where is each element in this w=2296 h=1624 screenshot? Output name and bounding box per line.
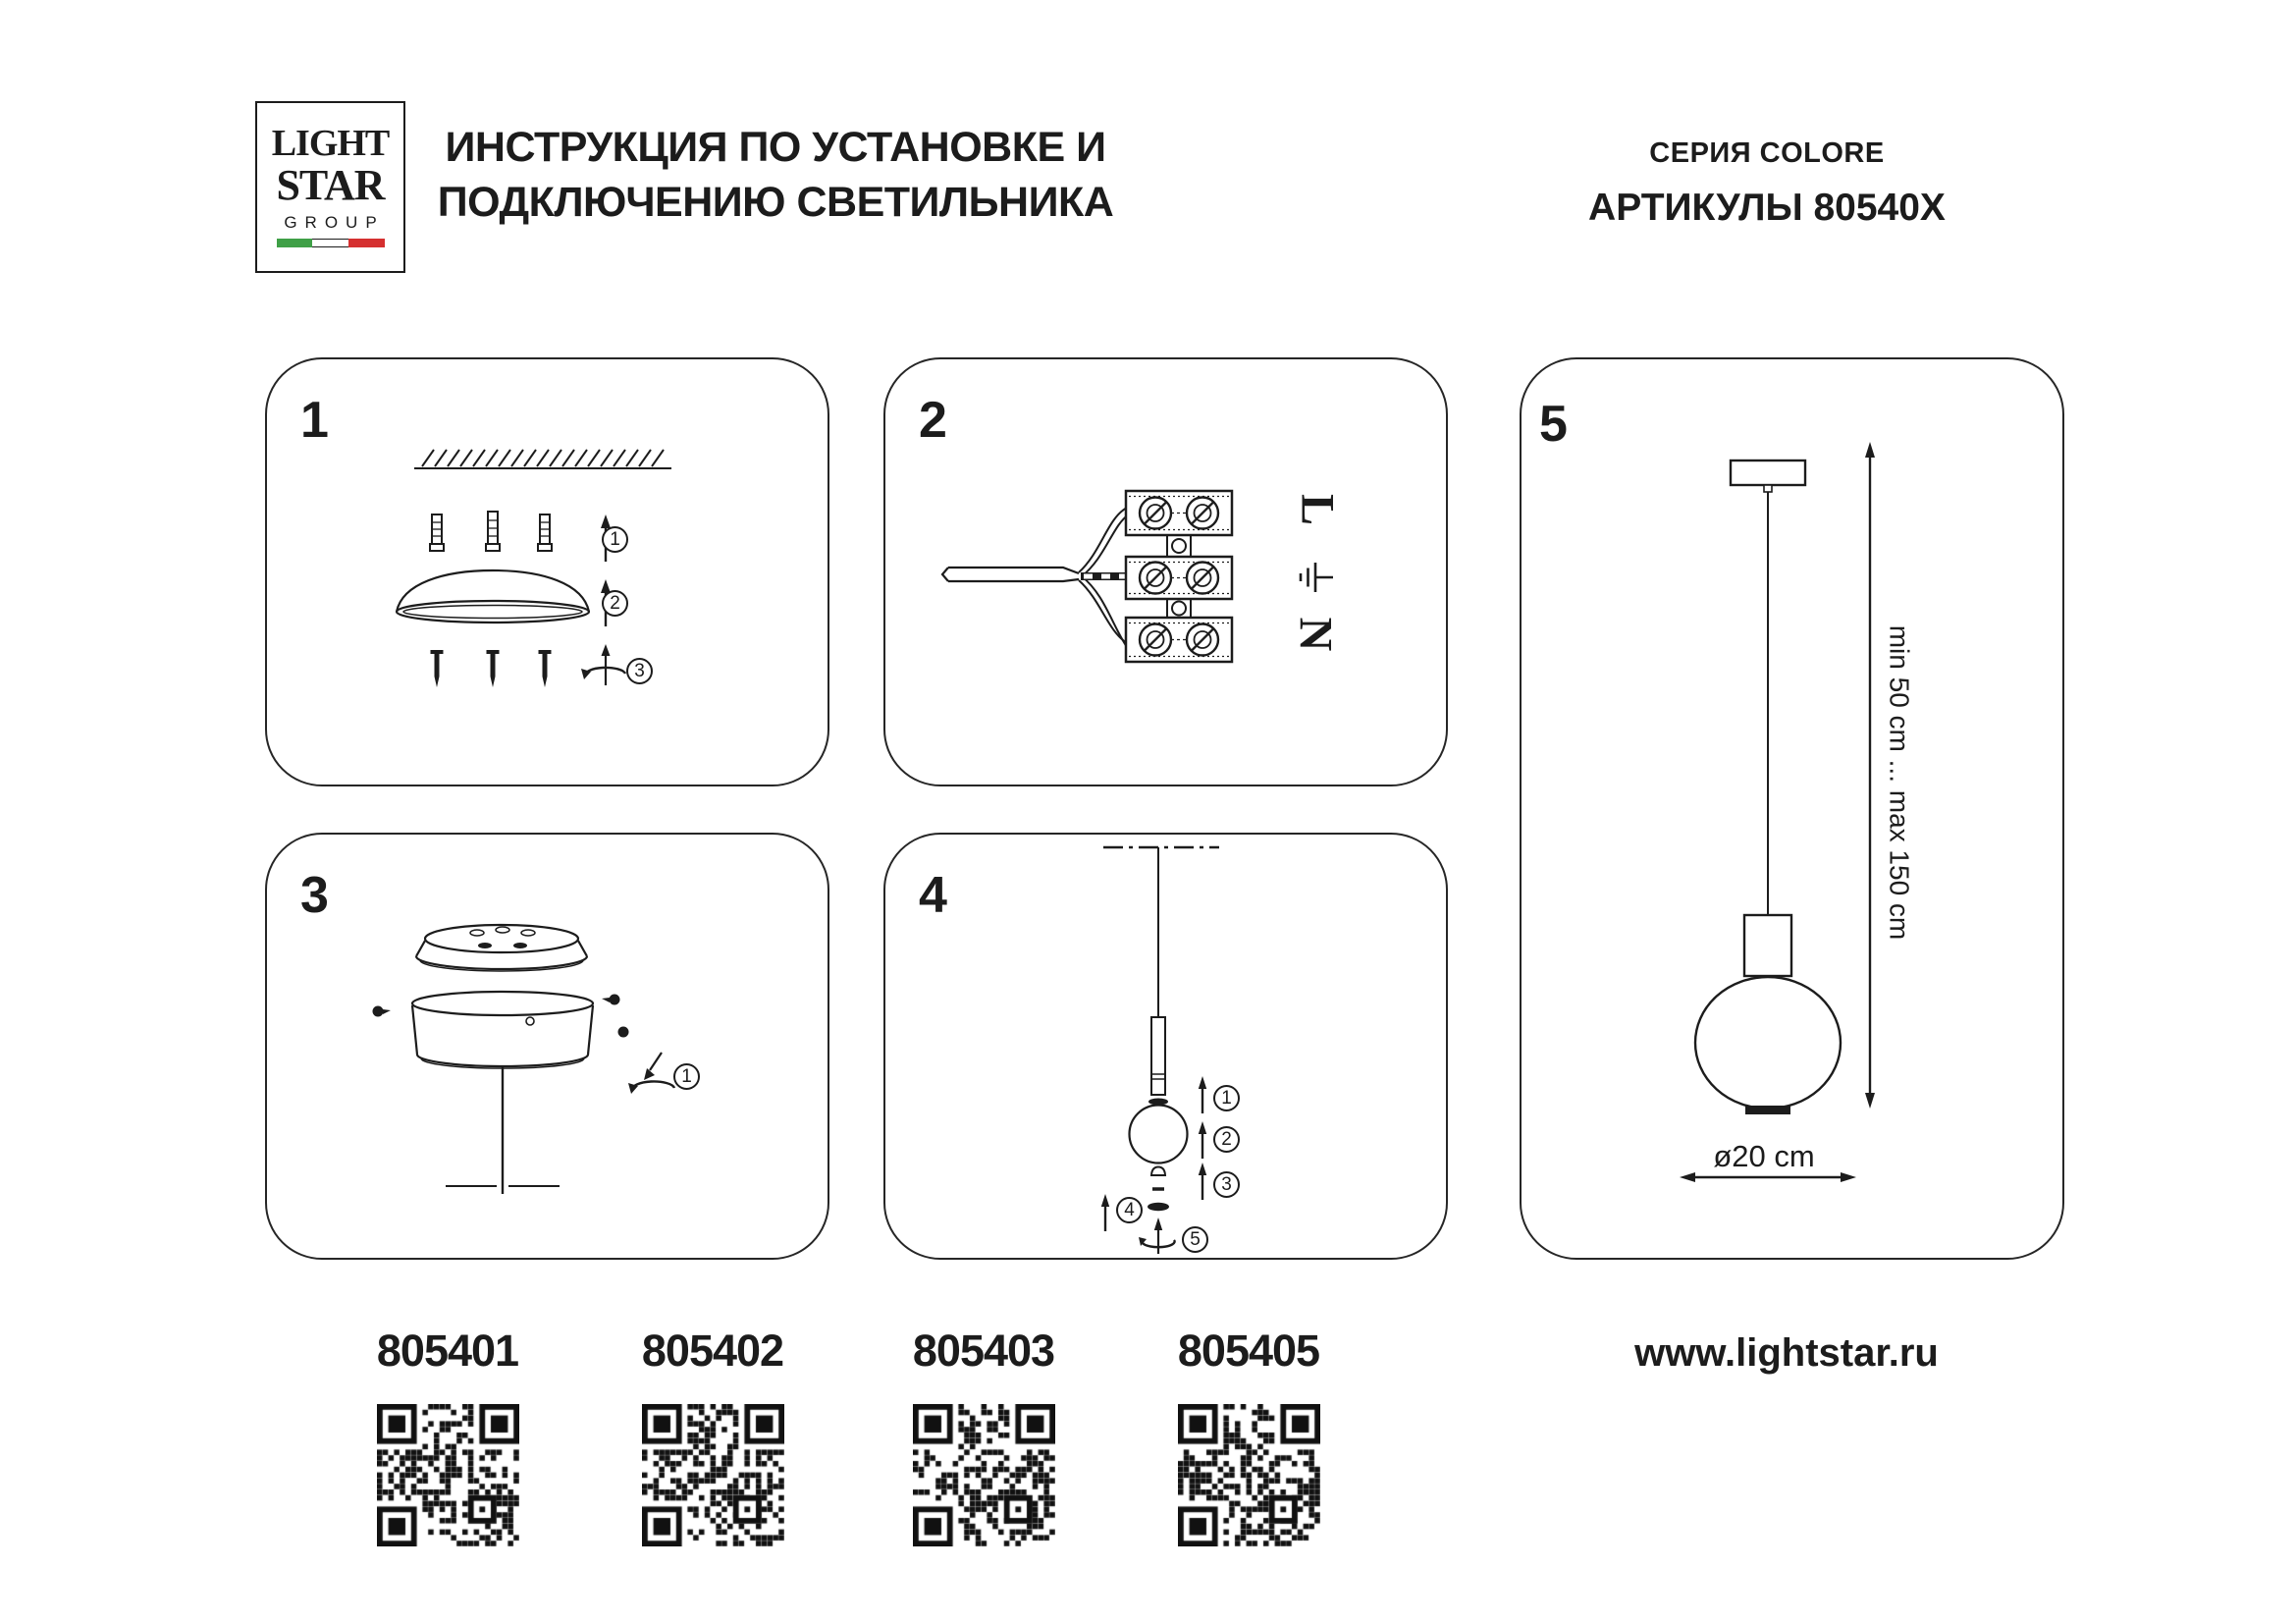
gasket-part <box>1148 1203 1169 1211</box>
diameter-label: ø20 cm <box>1713 1139 1815 1173</box>
flag-red-segment <box>348 239 385 247</box>
up-arrow-icon <box>1199 1121 1206 1159</box>
step-marker: 1 <box>1213 1085 1240 1111</box>
screw-icons <box>431 650 552 687</box>
height-range-label: min 50 cm ... max 150 cm <box>1884 624 1915 941</box>
terminal-block-neutral <box>1126 618 1232 662</box>
pendant-assembly-diagram <box>885 835 1446 1258</box>
rotate-arrow-icon <box>581 644 625 685</box>
panel-number: 5 <box>1539 396 1568 453</box>
website-link: www.lightstar.ru <box>1634 1331 1939 1375</box>
step-marker: 1 <box>602 526 628 553</box>
dimensions-diagram <box>1522 359 2062 1258</box>
earth-symbol <box>1301 563 1333 592</box>
article-code: 805402 <box>641 1326 784 1376</box>
live-label: L <box>1291 493 1344 526</box>
page-title <box>422 120 1129 230</box>
step-marker: 2 <box>1213 1126 1240 1153</box>
panel-number: 4 <box>919 867 947 924</box>
panel-step-2 <box>883 357 1448 786</box>
article-code: 805401 <box>376 1326 519 1376</box>
article-column <box>354 1326 541 1546</box>
logo-text-group: GROUP <box>284 213 385 232</box>
articles-label: АРТИКУЛЫ 80540X <box>1588 187 1946 229</box>
panel-step-4 <box>883 833 1448 1260</box>
height-dimension-arrow <box>1865 442 1875 1109</box>
canopy-cylinder-drawing <box>412 992 593 1068</box>
connector-strip <box>1167 599 1191 618</box>
glass-sphere-drawing <box>1130 1106 1188 1164</box>
terminal-block-live <box>1126 491 1232 535</box>
italian-flag-bar <box>277 239 385 247</box>
cord-tube-drawing <box>1151 1017 1165 1095</box>
connector-strip <box>1167 535 1191 557</box>
qr-code <box>913 1404 1055 1546</box>
ceiling-canopy-drawing <box>397 570 589 623</box>
rotate-arrow-icon <box>1139 1218 1175 1254</box>
step-marker: 4 <box>1116 1197 1143 1223</box>
terminal-blocks <box>1126 491 1232 662</box>
article-code: 805405 <box>1177 1326 1320 1376</box>
neutral-label: N <box>1289 617 1342 652</box>
diameter-dimension-arrow <box>1680 1172 1856 1182</box>
step-marker: 5 <box>1182 1226 1208 1253</box>
flag-green-segment <box>277 239 313 247</box>
article-column <box>1155 1326 1342 1546</box>
article-column <box>619 1326 806 1546</box>
up-arrow-icon <box>1199 1076 1206 1113</box>
pendant-lamp-drawing <box>1695 460 1841 1114</box>
step-marker: 3 <box>626 658 653 684</box>
dowel-icons <box>430 512 552 551</box>
step-marker: 1 <box>673 1063 700 1090</box>
panel-number: 1 <box>300 392 329 449</box>
qr-code <box>642 1404 784 1546</box>
panel-number: 3 <box>300 867 329 924</box>
panel-number: 2 <box>919 392 947 449</box>
article-code: 805403 <box>912 1326 1055 1376</box>
cap-part <box>1151 1167 1165 1176</box>
article-column <box>890 1326 1077 1546</box>
mounting-plate-drawing <box>416 925 587 971</box>
panel-dimensions <box>1520 357 2064 1260</box>
title-line-2: ПОДКЛЮЧЕНИЮ СВЕТИЛЬНИКА <box>437 179 1114 226</box>
logo-text-light: LIGHT <box>271 123 390 164</box>
qr-code <box>1178 1404 1320 1546</box>
ceiling-fixing-diagram <box>267 359 828 785</box>
rotate-arrow-icon <box>628 1053 674 1094</box>
up-arrow-icon <box>1199 1163 1206 1200</box>
panel-step-1 <box>265 357 829 786</box>
canopy-assembly-diagram <box>267 835 828 1258</box>
panel-step-3 <box>265 833 829 1260</box>
step-marker: 2 <box>602 590 628 617</box>
wiring-diagram <box>885 359 1446 785</box>
lightstar-logo <box>255 101 405 273</box>
supply-cable <box>942 568 1079 581</box>
step-marker: 3 <box>1213 1171 1240 1198</box>
suspension-wire <box>446 1066 560 1194</box>
flag-white-segment <box>312 239 348 247</box>
series-label: СЕРИЯ COLORE <box>1649 137 1885 169</box>
qr-code <box>377 1404 519 1546</box>
title-line-1: ИНСТРУКЦИЯ ПО УСТАНОВКЕ И <box>445 124 1106 171</box>
up-arrow-icon <box>1101 1194 1109 1231</box>
terminal-block-earth <box>1126 557 1232 599</box>
logo-text-star: STAR <box>276 161 385 209</box>
